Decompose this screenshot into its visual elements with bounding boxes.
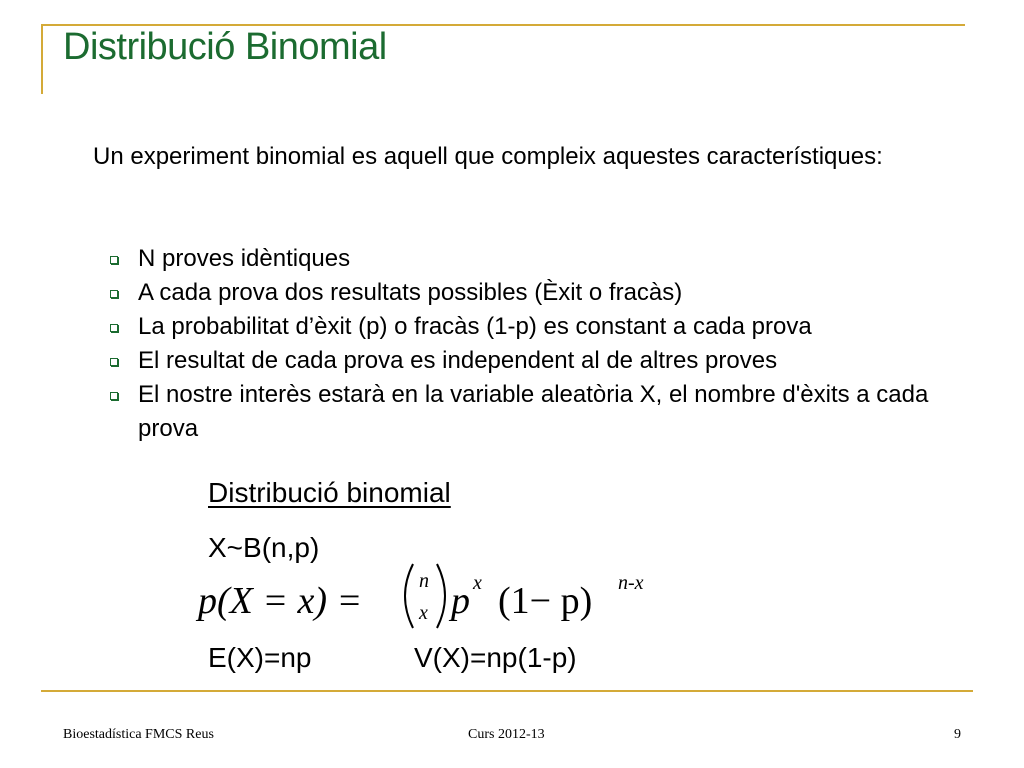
moments-row (208, 642, 577, 674)
bullet-text: A cada prova dos resultats possibles (Èxit o fracàs) (138, 279, 683, 306)
footer-course-name: Bioestadística FMCS Reus (63, 727, 214, 742)
pmf-factor: (1− p) (498, 580, 593, 622)
pmf-exponent-2: n-x (618, 572, 644, 594)
list-item (100, 242, 990, 276)
binom-bottom: x (419, 602, 428, 624)
list-item (100, 310, 990, 344)
left-rule (41, 24, 43, 94)
binom-left-paren (405, 564, 413, 628)
square-bullet-icon (110, 392, 118, 400)
page-number: 9 (954, 727, 961, 742)
list-item (100, 378, 990, 446)
square-bullet-icon (110, 256, 118, 264)
formula-heading: Distribució binomial (208, 477, 451, 508)
bullet-text: El nostre interès estarà en la variable aleatòria X, el nombre d'èxits a cada prova (138, 381, 929, 442)
binom-right-paren (437, 564, 445, 628)
square-bullet-icon (110, 324, 118, 332)
bullet-list (100, 242, 990, 446)
bullet-text: El resultat de cada prova es independent al de altres proves (138, 347, 778, 374)
bullet-text: La probabilitat d’èxit (p) o fracàs (1-p) es constant a cada prova (138, 313, 812, 340)
pmf-base: p (451, 580, 470, 622)
square-bullet-icon (110, 358, 118, 366)
expectation: E(X)=np (208, 642, 312, 673)
pmf-exponent-1: x (473, 572, 482, 594)
binomial-pmf-formula (193, 556, 673, 636)
pmf-lhs: p(X = x) = (198, 580, 363, 622)
bullet-text: N proves idèntiques (138, 245, 351, 272)
list-item (100, 276, 990, 310)
binom-top: n (419, 570, 429, 592)
slide-title: Distribució Binomial (63, 26, 387, 68)
distribution-notation: X~B(n,p) (208, 532, 320, 563)
bottom-rule (41, 690, 973, 692)
square-bullet-icon (110, 290, 118, 298)
variance: V(X)=np(1-p) (414, 642, 577, 673)
footer-academic-year: Curs 2012-13 (468, 727, 545, 742)
intro-text: Un experiment binomial es aquell que compleix aquestes característiques: (93, 143, 883, 170)
list-item (100, 344, 990, 378)
